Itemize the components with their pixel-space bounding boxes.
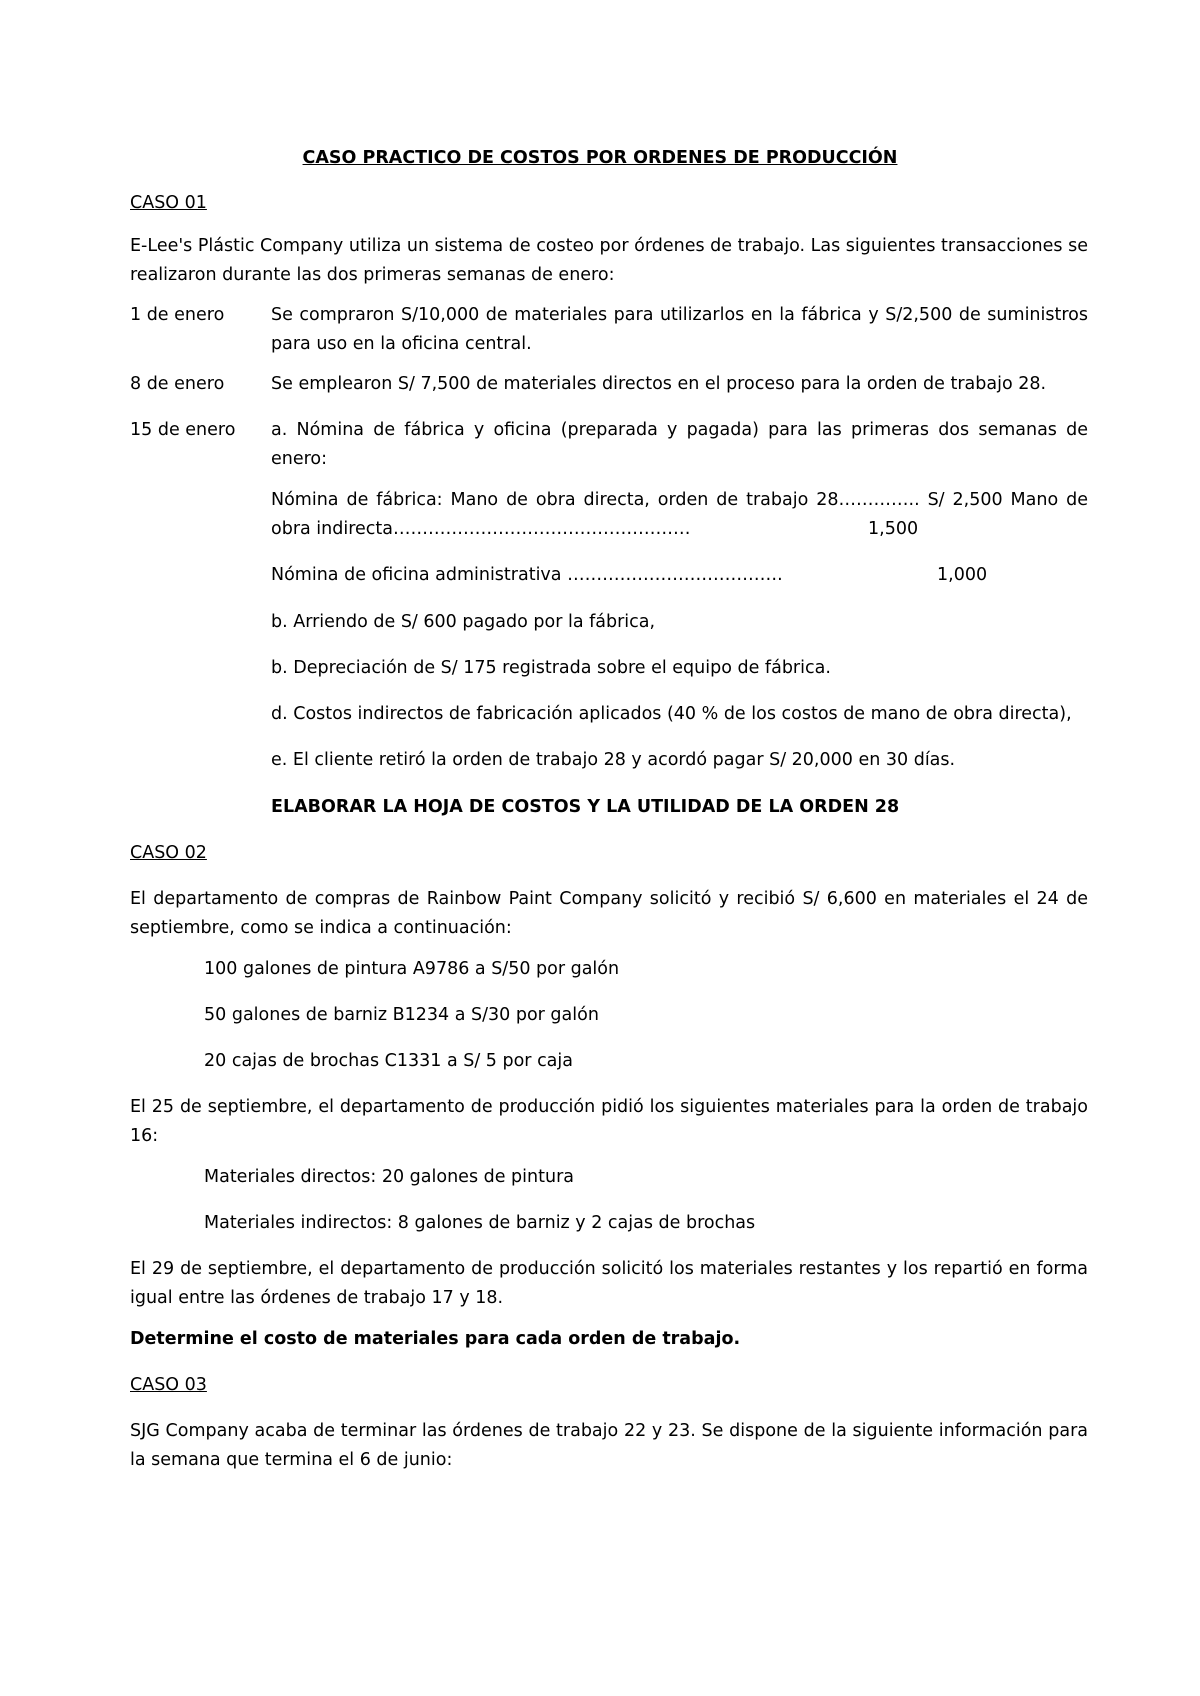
payroll-office-amount: 1,000: [937, 565, 988, 585]
caso02-paragraph: El 29 de septiembre, el departamento de producción solicitó los materiales restantes y los repartió en forma igual entre las órdenes de trabajo 17 y 18.: [130, 1259, 1088, 1308]
purchase-item: 20 cajas de brochas C1331 a S/ 5 por caja: [204, 1051, 573, 1071]
entry-text: a. Nómina de fábrica y oficina (preparada y pagada) para las primeras dos semanas de enero:: [271, 420, 1088, 469]
payroll-office: Nómina de oficina administrativa ……………………………….: [271, 565, 783, 585]
transaction-item: d. Costos indirectos de fabricación aplicados (40 % de los costos de mano de obra directa),: [271, 704, 1072, 724]
request-item: Materiales indirectos: 8 galones de barniz y 2 cajas de brochas: [204, 1213, 756, 1233]
payroll-factory-text: Nómina de fábrica: Mano de obra directa, orden de trabajo 28………….. S/ 2,500 Mano de obra indirecta……………………………………………: [271, 490, 1088, 539]
caso03-heading: CASO 03: [130, 1375, 207, 1395]
purchase-item: 50 galones de barniz B1234 a S/30 por galón: [204, 1005, 599, 1025]
caso02-paragraph: El 25 de septiembre, el departamento de producción pidió los siguientes materiales para la orden de trabajo 16:: [130, 1097, 1088, 1146]
entry-text: Se emplearon S/ 7,500 de materiales directos en el proceso para la orden de trabajo 28.: [271, 374, 1047, 394]
payroll-factory-amount: 1,500: [868, 519, 919, 539]
caso01-heading: CASO 01: [130, 193, 207, 213]
document-title: CASO PRACTICO DE COSTOS POR ORDENES DE PRODUCCIÓN: [302, 148, 898, 168]
entry-date: 15 de enero: [130, 420, 236, 440]
caso01-task: ELABORAR LA HOJA DE COSTOS Y LA UTILIDAD DE LA ORDEN 28: [271, 797, 900, 817]
transaction-item: e. El cliente retiró la orden de trabajo 28 y acordó pagar S/ 20,000 en 30 días.: [271, 750, 956, 770]
caso02-task: Determine el costo de materiales para cada orden de trabajo.: [130, 1329, 741, 1349]
caso02-intro: El departamento de compras de Rainbow Paint Company solicitó y recibió S/ 6,600 en materiales el 24 de septiembre, como se indica a continuación:: [130, 889, 1088, 938]
caso01-intro: E-Lee's Plástic Company utiliza un sistema de costeo por órdenes de trabajo. Las siguientes transacciones se realizaron durante las dos primeras semanas de enero:: [130, 236, 1088, 285]
payroll-factory: [271, 486, 1088, 544]
purchase-item: 100 galones de pintura A9786 a S/50 por galón: [204, 959, 620, 979]
caso03-intro: SJG Company acaba de terminar las órdenes de trabajo 22 y 23. Se dispone de la siguiente información para la semana que termina el 6 de junio:: [130, 1421, 1088, 1470]
request-item: Materiales directos: 20 galones de pintura: [204, 1167, 574, 1187]
entry-text: Se compraron S/10,000 de materiales para utilizarlos en la fábrica y S/2,500 de suministros para uso en la oficina central.: [271, 305, 1088, 354]
transaction-item: b. Arriendo de S/ 600 pagado por la fábrica,: [271, 612, 656, 632]
entry-date: 1 de enero: [130, 305, 225, 325]
caso02-heading: CASO 02: [130, 843, 207, 863]
entry-date: 8 de enero: [130, 374, 225, 394]
transaction-item: b. Depreciación de S/ 175 registrada sobre el equipo de fábrica.: [271, 658, 831, 678]
